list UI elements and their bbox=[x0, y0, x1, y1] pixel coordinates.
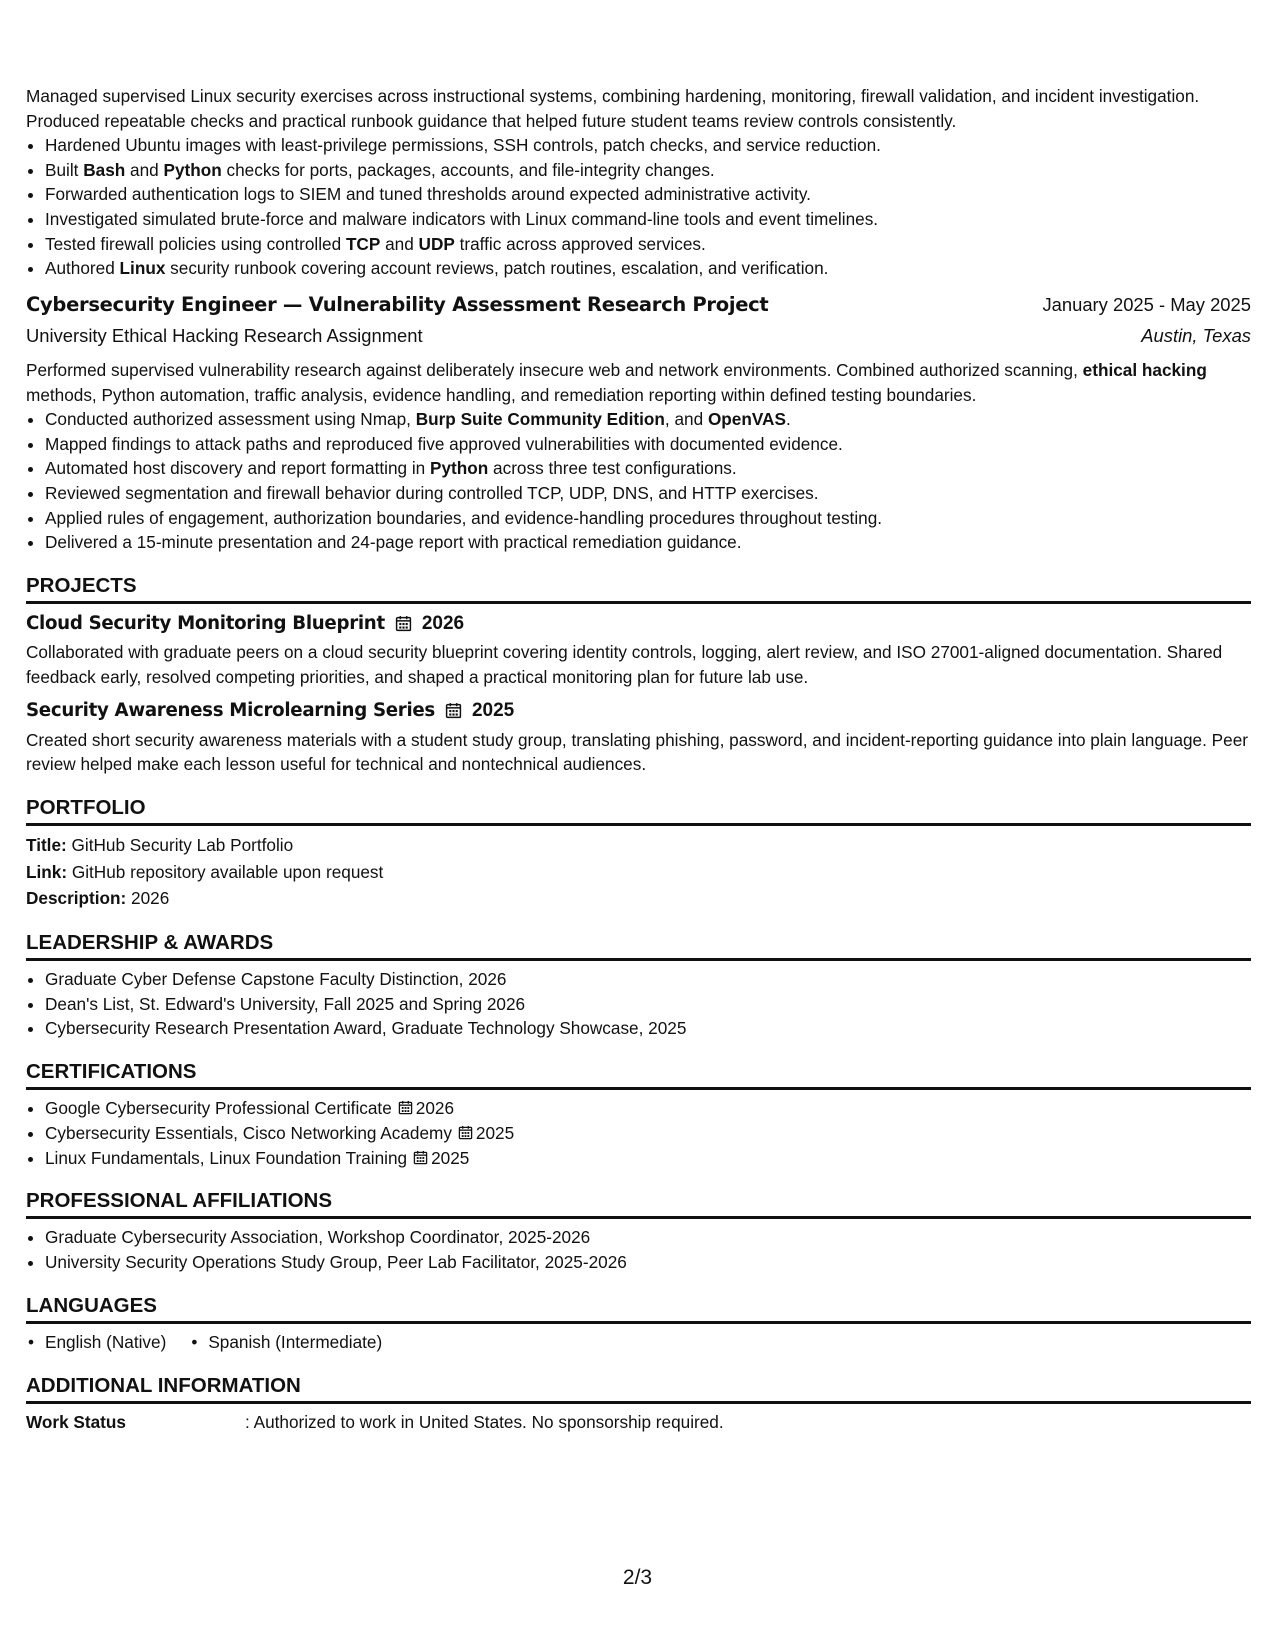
job-subheader bbox=[26, 323, 1251, 349]
project-year: 2026 bbox=[421, 613, 465, 634]
project-item bbox=[26, 610, 1251, 689]
section-heading-leadership: LEADERSHIP & AWARDS bbox=[26, 928, 1251, 961]
portfolio-description: Description: 2026 bbox=[26, 888, 170, 909]
list-item: • Cybersecurity Research Presentation Award, Graduate Technology Showcase, 2025 bbox=[45, 1016, 1251, 1041]
cert-year: 2026 bbox=[415, 1098, 455, 1119]
portfolio-section bbox=[26, 793, 1251, 912]
calendar-icon bbox=[398, 1100, 413, 1115]
language-item: • Spanish (Intermediate) bbox=[189, 1330, 382, 1355]
list-item: • Dean's List, St. Edward's University, Fall 2025 and Spring 2026 bbox=[45, 992, 1251, 1017]
leadership-section bbox=[26, 928, 1251, 1041]
list-item: • University Security Operations Study Group, Peer Lab Facilitator, 2025-2026 bbox=[45, 1250, 1251, 1275]
affiliations-list bbox=[26, 1225, 1251, 1274]
section-heading-affiliations: PROFESSIONAL AFFILIATIONS bbox=[26, 1186, 1251, 1219]
project-year: 2025 bbox=[471, 700, 515, 722]
calendar-icon bbox=[445, 702, 462, 719]
certifications-section bbox=[26, 1057, 1251, 1170]
job-organization: University Ethical Hacking Research Assignment bbox=[26, 324, 423, 346]
resume-page bbox=[26, 84, 1251, 1434]
language-item: • English (Native) bbox=[26, 1330, 166, 1355]
projects-section bbox=[26, 571, 1251, 777]
section-heading-additional: ADDITIONAL INFORMATION bbox=[26, 1371, 1251, 1404]
cert-year: 2025 bbox=[431, 1147, 470, 1168]
job-title: Cybersecurity Engineer — Vulnerability Assessment Research Project bbox=[26, 292, 769, 316]
bullet-item: • Mapped findings to attack paths and reproduced five approved vulnerabilities with documented evidence. bbox=[45, 432, 1251, 457]
bullet-item: • Forwarded authentication logs to SIEM and tuned thresholds around expected administrative activity. bbox=[45, 182, 1251, 207]
section-heading-languages: LANGUAGES bbox=[26, 1291, 1251, 1324]
job-summary: Managed supervised Linux security exercises across instructional systems, combining hardening, monitoring, firewall validation, and incident investigation. Produced repeatable checks and practical runbook guidance that helped future student teams review controls consistently. bbox=[26, 86, 1200, 131]
languages-list bbox=[26, 1330, 1251, 1355]
job-bullets bbox=[26, 407, 1251, 555]
bullet-item: • Automated host discovery and report formatting in Python across three test configurations. bbox=[45, 456, 1251, 481]
job-location: Austin, Texas bbox=[1141, 324, 1251, 346]
languages-section bbox=[26, 1291, 1251, 1355]
bullet-item: • Built Bash and Python checks for ports, packages, accounts, and file-integrity changes. bbox=[45, 158, 1251, 183]
list-item: • Graduate Cyber Defense Capstone Faculty Distinction, 2026 bbox=[45, 967, 1251, 992]
job-summary: Performed supervised vulnerability research against deliberately insecure web and network environments. Combined authorized scanning, ethical hacking methods, Python automation, traffic analysis, evidence handling, and remediation reporting within defined testing boundaries. bbox=[26, 359, 1207, 405]
bullet-item: • Tested firewall policies using controlled TCP and UDP traffic across approved services. bbox=[45, 232, 1251, 257]
leadership-list bbox=[26, 967, 1251, 1041]
job-bullets bbox=[26, 133, 1251, 281]
job-header bbox=[26, 291, 1251, 319]
list-item: • Graduate Cybersecurity Association, Workshop Coordinator, 2025-2026 bbox=[45, 1225, 1251, 1250]
bullet-item: • Conducted authorized assessment using Nmap, Burp Suite Community Edition, and OpenVAS. bbox=[45, 407, 1251, 432]
calendar-icon bbox=[413, 1150, 428, 1165]
cert-name: Google Cybersecurity Professional Certificate bbox=[45, 1098, 392, 1119]
cert-name: Cybersecurity Essentials, Cisco Networking Academy bbox=[45, 1122, 452, 1143]
list-item bbox=[45, 1146, 1251, 1171]
work-status-value: : Authorized to work in United States. No sponsorship required. bbox=[245, 1411, 724, 1432]
list-item bbox=[45, 1096, 1251, 1121]
list-item bbox=[45, 1121, 1251, 1146]
project-title: Security Awareness Microlearning Series bbox=[26, 699, 435, 721]
page-number: 2/3 bbox=[622, 1566, 653, 1589]
cert-name: Linux Fundamentals, Linux Foundation Training bbox=[45, 1147, 408, 1168]
portfolio-title: Title: GitHub Security Lab Portfolio bbox=[26, 835, 294, 855]
project-description: Collaborated with graduate peers on a cloud security blueprint covering identity controls, logging, alert review, and ISO 27001-aligned documentation. Shared feedback early, resolved competing priorities, and shaped a practical monitoring plan for future lab use. bbox=[26, 642, 1223, 687]
experience-vulnerability-assessment bbox=[26, 291, 1251, 555]
bullet-item: • Authored Linux security runbook covering account reviews, patch routines, escalation, and verification. bbox=[45, 256, 1251, 281]
portfolio-link: Link: GitHub repository available upon request bbox=[26, 861, 384, 882]
section-heading-certifications: CERTIFICATIONS bbox=[26, 1057, 1251, 1090]
bullet-item: • Investigated simulated brute-force and malware indicators with Linux command-line tools and event timelines. bbox=[45, 207, 1251, 232]
project-description: Created short security awareness materials with a student study group, translating phishing, password, and incident-reporting guidance into plain language. Peer review helped make each lesson useful for technical and nontechnical audiences. bbox=[26, 729, 1248, 775]
cert-year: 2025 bbox=[475, 1122, 515, 1143]
bullet-item: • Reviewed segmentation and firewall behavior during controlled TCP, UDP, DNS, and HTTP exercises. bbox=[45, 481, 1251, 506]
project-header bbox=[26, 610, 1251, 637]
job-dates: January 2025 - May 2025 bbox=[1042, 293, 1251, 315]
bullet-item: • Applied rules of engagement, authorization boundaries, and evidence-handling procedures throughout testing. bbox=[45, 506, 1251, 531]
bullet-item: • Delivered a 15-minute presentation and 24-page report with practical remediation guidance. bbox=[45, 530, 1251, 555]
certifications-list bbox=[26, 1096, 1251, 1170]
project-header bbox=[26, 697, 1251, 724]
additional-info-section bbox=[26, 1371, 1251, 1435]
work-status-label: Work Status bbox=[26, 1411, 126, 1432]
calendar-icon bbox=[458, 1125, 473, 1140]
work-status-row bbox=[26, 1410, 1251, 1435]
project-title: Cloud Security Monitoring Blueprint bbox=[26, 612, 385, 634]
bullet-item: • Hardened Ubuntu images with least-privilege permissions, SSH controls, patch checks, and service reduction. bbox=[45, 133, 1251, 158]
section-heading-portfolio: PORTFOLIO bbox=[26, 793, 1251, 826]
experience-linux-lab bbox=[26, 84, 1251, 281]
section-heading-projects: PROJECTS bbox=[26, 571, 1251, 604]
calendar-icon bbox=[395, 615, 412, 632]
project-item bbox=[26, 697, 1251, 776]
affiliations-section bbox=[26, 1186, 1251, 1275]
